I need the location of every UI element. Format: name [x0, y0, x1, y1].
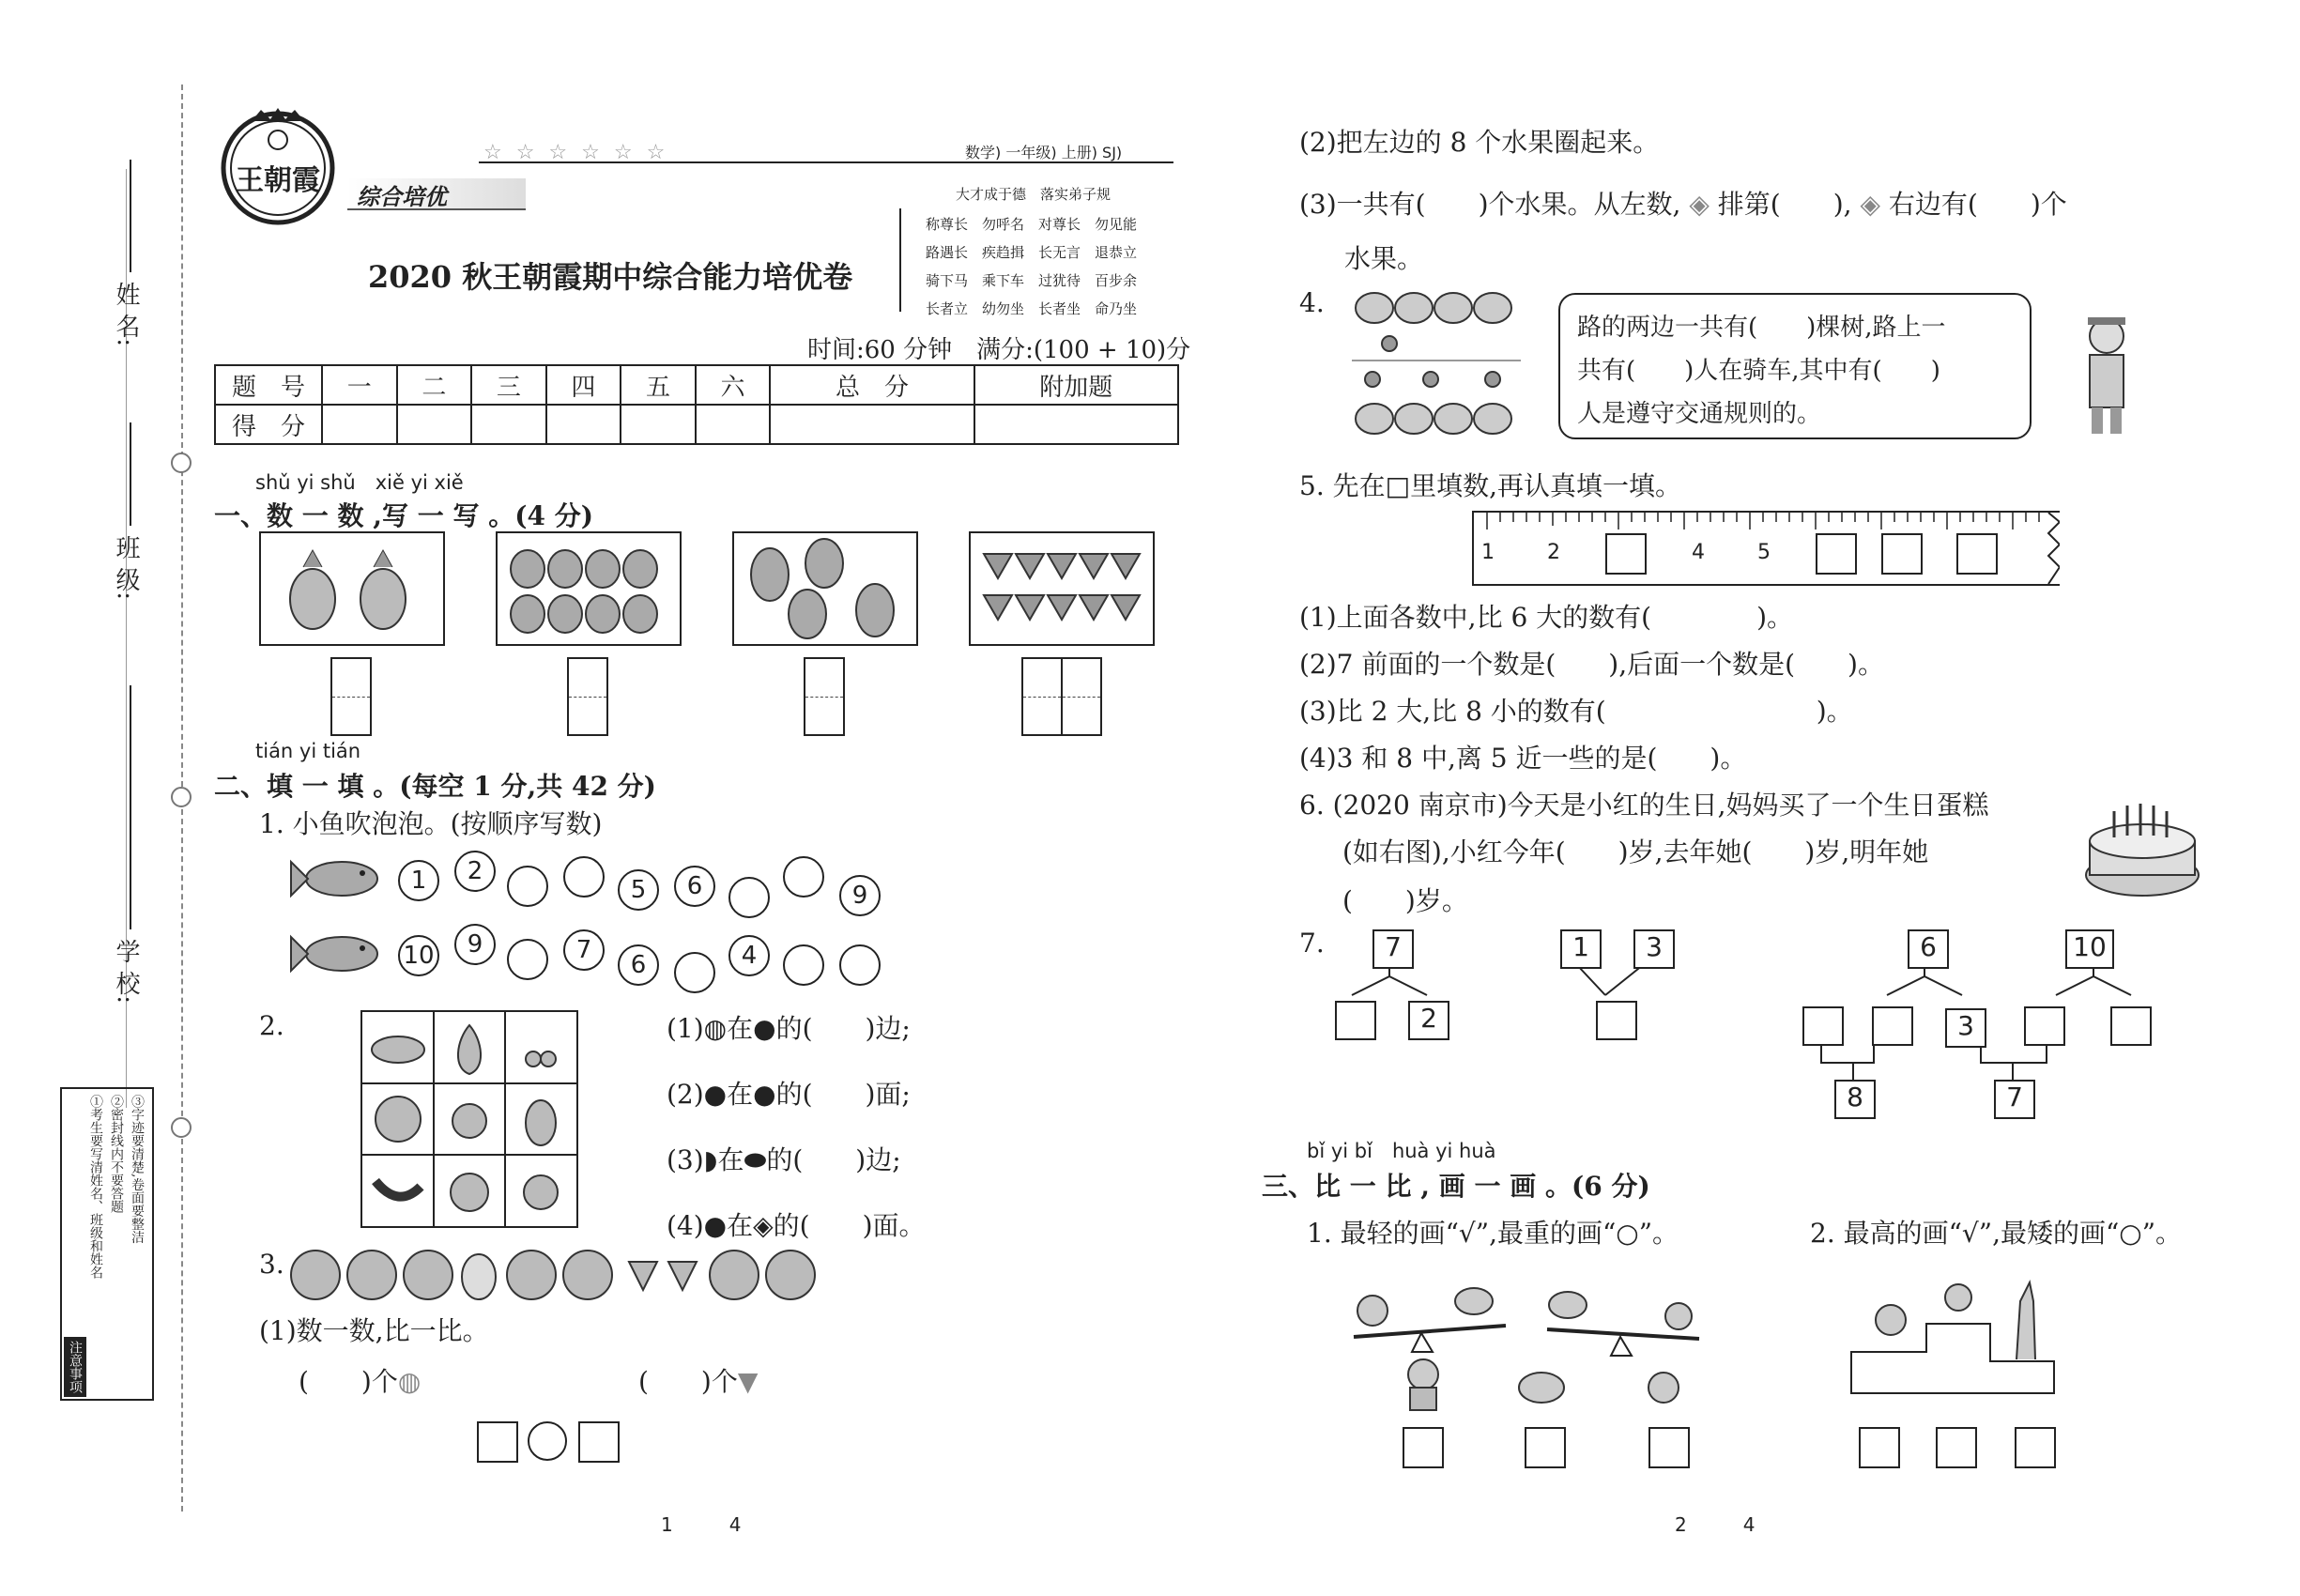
- watermelon-icon: [404, 1251, 452, 1299]
- q3-fruit-row: [289, 1245, 909, 1307]
- bubbles_row2-bubble: 4: [728, 935, 770, 976]
- section1-pinyin: shǔ yi shǔ xiě yi xiě: [255, 471, 464, 494]
- q3-3b: 排第( ),: [1717, 189, 1852, 220]
- bubble-line: 路的两边一共有( )棵树,路上一: [1577, 314, 1946, 342]
- fruit-box-pineapples: [259, 531, 445, 646]
- score-input[interactable]: [471, 405, 546, 444]
- pineapple-icon: [290, 550, 335, 629]
- ruler-answer-box[interactable]: [1605, 533, 1647, 575]
- q2-item-post: 的( )边;: [766, 1144, 901, 1175]
- bubbles_row1-bubble: 5: [618, 869, 659, 911]
- q7-label: 7.: [1299, 928, 1325, 959]
- score-table-header-row: [215, 365, 1178, 405]
- brand-tag: 综合培优: [357, 184, 447, 210]
- q7-c-answer[interactable]: [2024, 1006, 2065, 1046]
- score-input[interactable]: [397, 405, 472, 444]
- watermelon-icon: [347, 1251, 396, 1299]
- score-cell: 总 分: [770, 365, 974, 405]
- footer-left-page: 1 4: [661, 1513, 742, 1536]
- ruler-answer-box[interactable]: [1816, 533, 1857, 575]
- ruler-number: 5: [1757, 541, 1771, 564]
- q6-line: 6. (2020 南京市)今天是小红的生日,妈妈买了一个生日蛋糕: [1299, 790, 1989, 821]
- school-underline: [130, 685, 131, 929]
- meta-bar: 数学) 一年级) 上册) SJ): [965, 144, 1123, 161]
- q2-item-num: (2): [667, 1079, 704, 1110]
- police-officer-illustration: [2075, 306, 2140, 441]
- compare-box-right[interactable]: [578, 1421, 620, 1463]
- apple-icon: ●: [753, 1079, 776, 1110]
- q3-3c: 右边有( )个: [1888, 189, 2067, 220]
- s3-q2: 2. 最高的画“√”,最矮的画“○”。: [1810, 1218, 2183, 1249]
- footer-right-page: 2 4: [1675, 1513, 1756, 1536]
- q7-c-bot2: 7: [1994, 1080, 2035, 1119]
- q3-part3-line2: 水果。: [1344, 243, 1424, 274]
- motto-divider: [899, 208, 901, 312]
- mango-icon: ⬬: [744, 1144, 767, 1175]
- answer-box-strawberries-ones[interactable]: [1061, 657, 1102, 736]
- header-rule: [479, 161, 1173, 163]
- q7-b-right: 3: [1633, 929, 1675, 969]
- q5-item: (3)比 2 大,比 8 小的数有( )。: [1299, 696, 1853, 727]
- motto-line: 称尊长 勿呼名 对尊长 勿见能: [926, 216, 1138, 233]
- q2-item-mid: 在: [717, 1144, 744, 1175]
- ruler-answer-box[interactable]: [1881, 533, 1923, 575]
- answer-box-grapes[interactable]: [804, 657, 845, 736]
- score-input[interactable]: [770, 405, 974, 444]
- binding-hole-3: [171, 1117, 192, 1138]
- meta-subject: 数学: [965, 144, 996, 161]
- compare-box-left[interactable]: [477, 1421, 518, 1463]
- score-cell: 四: [546, 365, 621, 405]
- q3-count-a-text: ( )个: [299, 1366, 398, 1397]
- score-input[interactable]: [546, 405, 621, 444]
- kiwi-icon: ●: [703, 1210, 728, 1241]
- section3-title: 三、比 一 比 , 画 一 画 。(6 分): [1262, 1171, 1650, 1202]
- bubbles_row2-bubble[interactable]: [674, 952, 715, 993]
- ruler: [1472, 511, 2060, 586]
- bubbles_row1-bubble: 9: [839, 875, 881, 916]
- q2-item-num: (1): [667, 1013, 704, 1044]
- q3-part2: (2)把左边的 8 个水果圈起来。: [1299, 127, 1660, 158]
- q2-item-mid: 在: [727, 1013, 754, 1044]
- section2-pinyin: tián yi tián: [255, 740, 361, 762]
- compare-circle[interactable]: [528, 1421, 567, 1461]
- fruit-box-grapes: [732, 531, 918, 646]
- score-cell: 二: [397, 365, 472, 405]
- road-scene-illustration: [1352, 282, 1521, 441]
- motto-line: 路遇长 疾趋揖 长无言 退恭立: [926, 244, 1138, 261]
- fish-icon: [289, 852, 381, 909]
- speech-bubble: [1558, 293, 2032, 439]
- seesaw-illustration: [1352, 1264, 1709, 1361]
- q2-item-num: (3): [667, 1144, 704, 1175]
- score-input[interactable]: [322, 405, 397, 444]
- score-input[interactable]: [974, 405, 1178, 444]
- score-input[interactable]: [621, 405, 696, 444]
- height-answer-box[interactable]: [1859, 1427, 1900, 1468]
- fruit-grid: [360, 1010, 578, 1228]
- bubbles_row1-bubble[interactable]: [507, 866, 548, 907]
- answer-box-pineapples[interactable]: [330, 657, 372, 736]
- score-cell: 附加题: [974, 365, 1178, 405]
- pineapple-icon: ◈: [1860, 189, 1880, 220]
- notice-item: ③字迹要清楚,卷面要整洁: [130, 1095, 145, 1244]
- name-label: 姓 名:: [112, 282, 140, 347]
- bubbles_row2-bubble: 9: [454, 924, 496, 965]
- q3-count-strawberry: [638, 1361, 758, 1399]
- score-input[interactable]: [696, 405, 771, 444]
- strawberry-icon: ▼: [737, 1366, 759, 1397]
- q2-item-post: 的( )面;: [775, 1079, 911, 1110]
- meta-term: 上册: [1061, 144, 1092, 161]
- class-underline: [130, 422, 131, 526]
- height-answer-box[interactable]: [2015, 1427, 2056, 1468]
- main-title: 2020 秋王朝霞期中综合能力培优卷: [368, 259, 853, 295]
- q7-c-top1: 6: [1908, 929, 1949, 969]
- bubbles_row2-bubble[interactable]: [783, 944, 824, 986]
- height-answer-box[interactable]: [1936, 1427, 1977, 1468]
- q2-item-num: (4): [667, 1210, 704, 1241]
- bubbles_row2-bubble: 10: [398, 935, 439, 976]
- logo: [218, 108, 338, 228]
- fruit-box-dragonfruit: [496, 531, 682, 646]
- q1-text: 1. 小鱼吹泡泡。(按顺序写数): [259, 808, 603, 839]
- weight-answer-box[interactable]: [1403, 1427, 1444, 1468]
- name-underline: [130, 160, 131, 272]
- score-cell: 一: [322, 365, 397, 405]
- score-cell: 五: [621, 365, 696, 405]
- bubbles_row2-bubble: 6: [618, 944, 659, 986]
- q6-line: (如右图),小红今年( )岁,去年她( )岁,明年她: [1342, 836, 1929, 867]
- fish-icon: [289, 928, 381, 984]
- q2-item-mid: 在: [727, 1079, 754, 1110]
- q2-item-3: [667, 1140, 901, 1177]
- q7-c-mid: 3: [1945, 1008, 1986, 1048]
- strawberry-icon: [668, 1262, 697, 1290]
- ruler-number: 2: [1547, 541, 1560, 564]
- answer-box-strawberries-tens[interactable]: [1021, 657, 1063, 736]
- ruler-number: 1: [1481, 541, 1495, 564]
- section1-title: 一、数 一 数 ,写 一 写 。(4 分): [214, 500, 593, 531]
- q5-title: 5. 先在□里填数,再认真填一填。: [1299, 470, 1681, 501]
- score-table: [214, 364, 1179, 445]
- watermelon-icon: [507, 1251, 556, 1299]
- s3-q1: 1. 最轻的画“√”,最重的画“○”。: [1307, 1218, 1679, 1249]
- notice-title: 注意事项: [64, 1337, 86, 1397]
- q7-c-answer[interactable]: [2110, 1006, 2152, 1046]
- q3-sub: (1)数一数,比一比。: [259, 1315, 489, 1346]
- bubbles_row1-bubble: 6: [674, 866, 715, 907]
- bubble-line: 人是遵守交通规则的。: [1577, 400, 1822, 428]
- ruler-answer-box[interactable]: [1956, 533, 1998, 575]
- watermelon-icon: [563, 1251, 612, 1299]
- q2-item-1: [667, 1008, 911, 1046]
- watermelon-icon: [710, 1251, 759, 1299]
- bubbles_row2-bubble: 7: [563, 929, 605, 971]
- bubbles_row2-bubble[interactable]: [839, 944, 881, 986]
- class-label: 班 级:: [112, 535, 140, 601]
- weight-answer-box[interactable]: [1525, 1427, 1566, 1468]
- binding-hole-1: [171, 453, 192, 473]
- bubbles_row1-bubble: 1: [398, 860, 439, 901]
- motto-line: 长者立 幼勿坐 长者坐 命乃坐: [926, 300, 1138, 317]
- score-cell: 题 号: [215, 365, 322, 405]
- pineapple-icon: [360, 550, 406, 629]
- watermelon-icon: ◍: [703, 1013, 728, 1044]
- stars-row: ☆ ☆ ☆ ☆ ☆ ☆: [483, 141, 669, 164]
- q3-part3-line1: [1299, 184, 2067, 222]
- q4-label: 4.: [1299, 287, 1325, 318]
- q3-label: 3.: [259, 1249, 284, 1280]
- bubble-line: 共有( )人在骑车,其中有( ): [1577, 357, 1940, 385]
- strawberry-icon: [629, 1262, 657, 1290]
- logo-text: 王朝霞: [236, 164, 320, 197]
- q3-count-b-text: ( )个: [638, 1366, 738, 1397]
- binding-hole-2: [171, 787, 192, 807]
- q5-item: (1)上面各数中,比 6 大的数有( )。: [1299, 602, 1794, 633]
- weight-answer-box[interactable]: [1648, 1427, 1690, 1468]
- pineapple-icon: [462, 1254, 496, 1299]
- score-cell: 六: [696, 365, 771, 405]
- pear-icon: ◗: [703, 1144, 718, 1175]
- q3-3a: (3)一共有( )个水果。从左数,: [1299, 189, 1681, 220]
- q7-c-answer[interactable]: [1802, 1006, 1844, 1046]
- score-cell: 三: [471, 365, 546, 405]
- animal-dog-icon: [1513, 1361, 1570, 1412]
- q3-count-watermelon: [299, 1361, 421, 1399]
- score-row-label: 得 分: [215, 405, 322, 444]
- notice-item: ②密封线内不要答题: [109, 1095, 124, 1213]
- meta-grade: 一年级: [1005, 144, 1051, 161]
- q2-item-post: 的( )边;: [775, 1013, 911, 1044]
- section2-title: 二、填 一 填 。(每空 1 分,共 42 分): [214, 771, 656, 802]
- q2-item-2: [667, 1074, 911, 1112]
- notice-item: ①考生要写清姓名、班级和姓名: [88, 1095, 103, 1279]
- q2-item-post: 的( )面。: [773, 1210, 926, 1241]
- q2-item-mid: 在: [727, 1210, 754, 1241]
- q7-c-answer[interactable]: [1872, 1006, 1913, 1046]
- q7-a-right: 2: [1408, 1001, 1449, 1040]
- podium-illustration: [1849, 1273, 2065, 1399]
- answer-box-dragonfruit[interactable]: [567, 657, 608, 736]
- q7-a-left-answer[interactable]: [1335, 1001, 1376, 1040]
- ruler-number: 4: [1692, 541, 1705, 564]
- meta-edition: SJ: [1102, 144, 1116, 161]
- pineapple-icon: ◈: [1689, 189, 1710, 220]
- watermelon-icon: [766, 1251, 815, 1299]
- birthday-cake-illustration: [2082, 789, 2204, 905]
- q7-c-bot1: 8: [1834, 1080, 1876, 1119]
- watermelon-icon: ◍: [397, 1366, 422, 1397]
- bubbles_row1-bubble[interactable]: [563, 856, 605, 898]
- q2-label: 2.: [259, 1010, 284, 1041]
- q7-c-top2: 10: [2065, 929, 2114, 969]
- orange-icon: ●: [753, 1013, 776, 1044]
- animal-cat-icon: [1645, 1369, 1682, 1410]
- watermelon-icon: [291, 1251, 340, 1299]
- time-info: 时间:60 分钟 满分:(100 + 10)分: [807, 336, 1191, 364]
- pineapple-icon: ◈: [753, 1210, 774, 1241]
- school-label: 学 校:: [112, 939, 140, 1005]
- q7-b-left: 1: [1560, 929, 1602, 969]
- fruit-box-strawberries: [969, 531, 1155, 646]
- orange-icon: ●: [703, 1079, 728, 1110]
- q2-item-4: [667, 1205, 926, 1243]
- motto-line: 骑下马 乘下车 过犹待 百步余: [926, 272, 1138, 289]
- bubbles_row2-bubble[interactable]: [507, 939, 548, 980]
- score-table-score-row: [215, 405, 1178, 444]
- q5-item: (2)7 前面的一个数是( ),后面一个数是( )。: [1299, 649, 1884, 680]
- bubbles_row1-bubble: 2: [454, 851, 496, 892]
- bubbles_row1-bubble[interactable]: [783, 856, 824, 898]
- section3-pinyin: bǐ yi bǐ huà yi huà: [1307, 1140, 1496, 1162]
- animal-bear-icon: [1403, 1356, 1444, 1416]
- motto-title: 大才成于德 落实弟子规: [956, 186, 1112, 203]
- q7-a-top: 7: [1372, 929, 1414, 969]
- q7-b-bottom-answer[interactable]: [1596, 1001, 1637, 1040]
- bubbles_row1-bubble[interactable]: [728, 877, 770, 918]
- notice-box: [60, 1087, 154, 1401]
- q5-item: (4)3 和 8 中,离 5 近一些的是( )。: [1299, 743, 1747, 774]
- q6-line: ( )岁。: [1342, 885, 1468, 916]
